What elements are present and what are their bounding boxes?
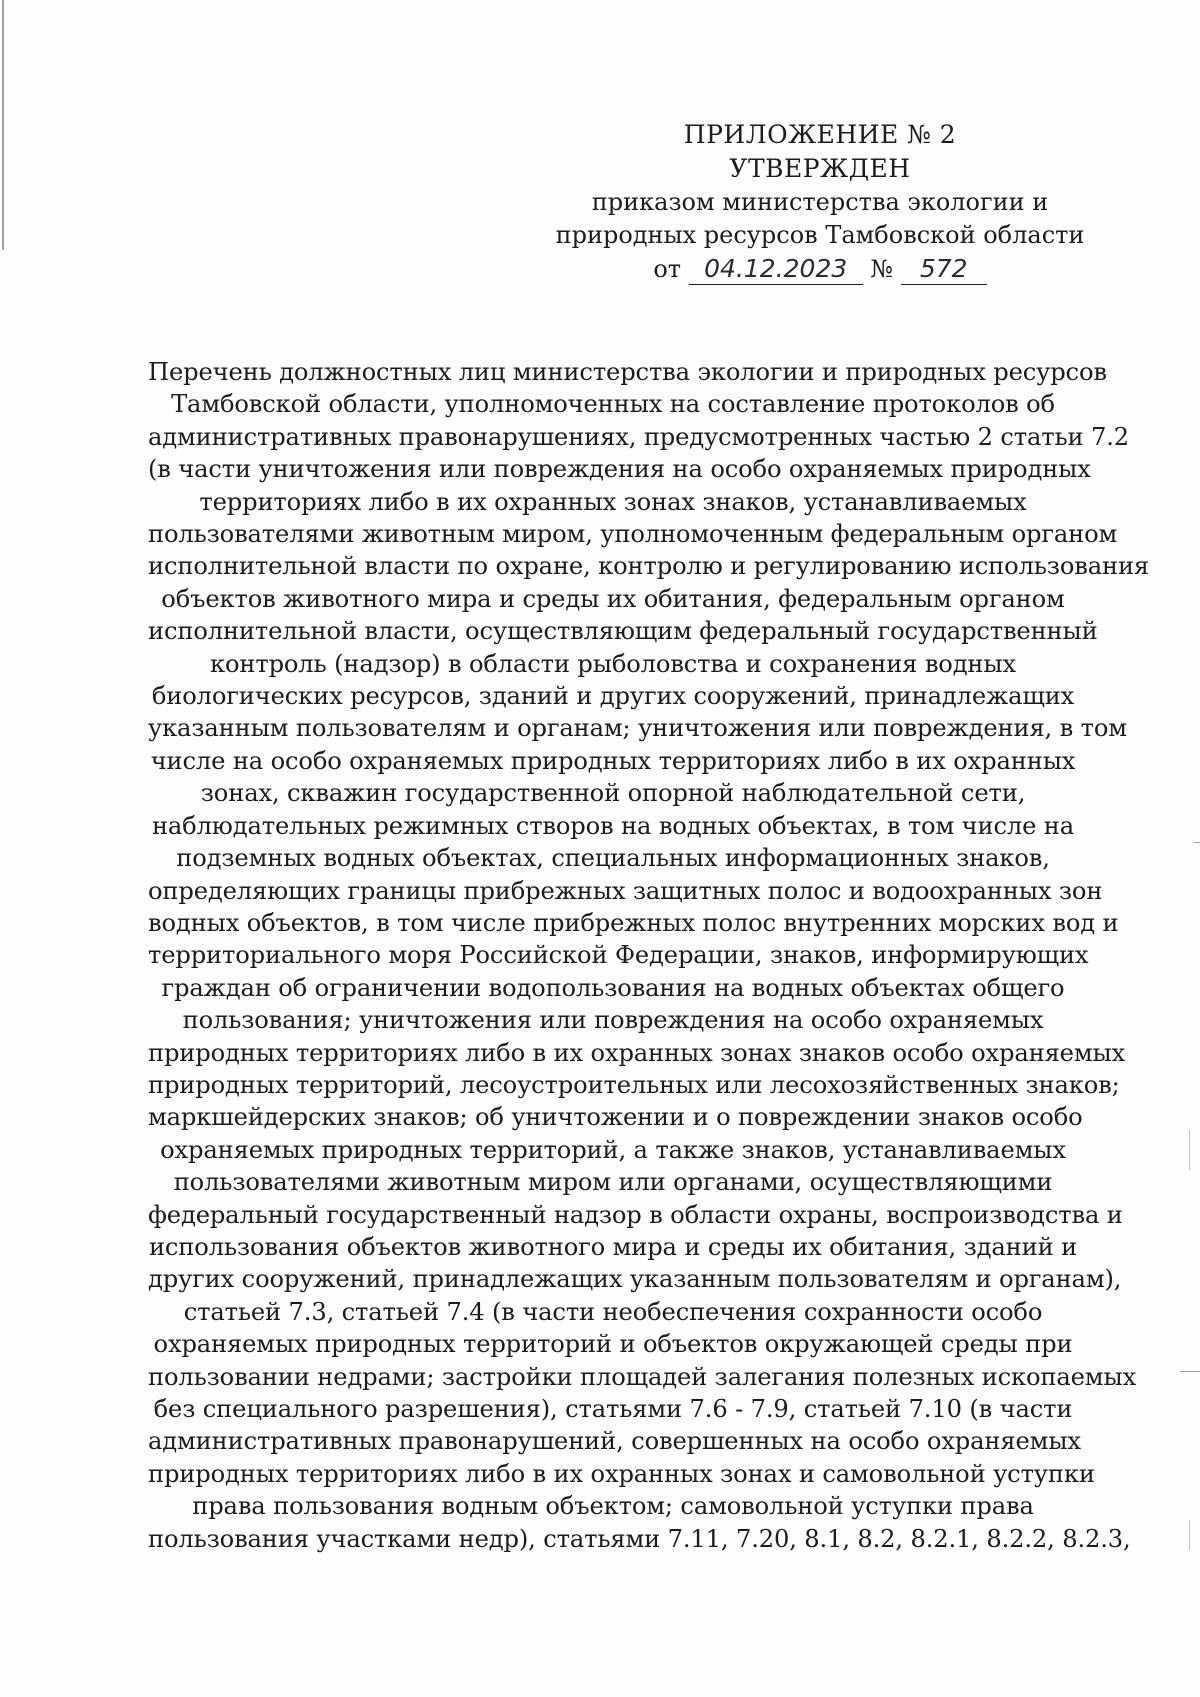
title-line: территориях либо в их охранных зонах знаков, устанавливаемых — [199, 487, 1027, 516]
title-line: Перечень должностных лиц министерства экологии и природных ресурсов — [148, 358, 1107, 386]
title-line: числе на особо охраняемых природных территориях либо в их охранных — [150, 746, 1076, 775]
title-line: природных территориях либо в их охранных зонах и самовольной уступки — [148, 1459, 1095, 1488]
approved-label: УТВЕРЖДЕН — [729, 154, 911, 183]
title-line: без специального разрешения), статьями 7.6 - 7.9, статьей 7.10 (в части — [153, 1395, 1073, 1423]
title-line: контроль (надзор) в области рыболовства и сохранения водных — [209, 649, 1016, 678]
title-line: зонах, скважин государственной опорной наблюдательной сети, — [200, 779, 1026, 808]
title-line: природных территорий, лесоустроительных или лесохозяйственных знаков; — [148, 1070, 1120, 1099]
title-line: водных объектов, в том числе прибрежных полос внутренних морских вод и — [148, 908, 1119, 937]
title-line: подземных водных объектах, специальных информационных знаков, — [176, 844, 1050, 873]
title-line: использования объектов животного мира и среды их обитания, зданий и — [148, 1232, 1078, 1261]
title-line: объектов животного мира и среды их обитания, федеральным органом — [161, 584, 1065, 613]
title-line: территориального моря Российской Федерации, знаков, информирующих — [148, 941, 1089, 970]
scan-margin-mark — [1189, 1520, 1190, 1550]
title-line: определяющих границы прибрежных защитных полос и водоохранных зон — [148, 876, 1103, 905]
scan-margin-tick — [1180, 1371, 1200, 1372]
title-line: административных правонарушений, совершенных на особо охраняемых — [148, 1427, 1081, 1456]
title-line: исполнительной власти, осуществляющим федеральный государственный — [148, 617, 1098, 646]
title-line: природных территориях либо в их охранных зонах знаков особо охраняемых — [148, 1038, 1126, 1067]
approval-header — [540, 118, 1100, 286]
scan-edge-artifact — [2, 0, 4, 250]
title-line: статьей 7.3, статьей 7.4 (в части необеспечения сохранности особо — [183, 1297, 1043, 1326]
order-date-number-line — [653, 253, 986, 286]
title-line: биологических ресурсов, зданий и других сооружений, принадлежащих — [151, 682, 1075, 711]
document-title — [148, 356, 1150, 1555]
title-line: охраняемых природных территорий, а также знаков, устанавливаемых — [160, 1135, 1066, 1164]
title-line: права пользования водным объектом; самовольной уступки права — [192, 1492, 1034, 1521]
title-line: пользования; уничтожения или повреждения на особо охраняемых — [182, 1006, 1044, 1035]
title-line: федеральный государственный надзор в области охраны, воспроизводства и — [148, 1200, 1123, 1229]
title-line: граждан об ограничении водопользования на водных объектах общего — [161, 973, 1065, 1002]
title-line: маркшейдерских знаков; об уничтожении и о повреждении знаков особо — [148, 1103, 1083, 1132]
title-line: охраняемых природных территорий и объектов окружающей среды при — [153, 1330, 1073, 1359]
number-sign: № — [870, 255, 894, 283]
scan-margin-mark — [1189, 1130, 1190, 1170]
title-line: административных правонарушениях, предусмотренных частью 2 статьи 7.2 — [148, 422, 1130, 451]
title-line: пользовании недрами; застройки площадей залегания полезных ископаемых — [148, 1362, 1137, 1391]
title-line: пользователями животным миром, уполномоченным федеральным органом — [148, 520, 1118, 549]
title-line: исполнительной власти по охране, контролю и регулированию использования — [148, 552, 1150, 581]
scan-margin-tick — [1194, 842, 1200, 843]
handwritten-date: 04.12.2023 — [689, 254, 863, 285]
handwritten-number: 572 — [901, 254, 987, 285]
title-line: (в части уничтожения или повреждения на особо охраняемых природных — [148, 455, 1091, 484]
title-line: пользования участками недр), статьями 7.11, 7.20, 8.1, 8.2, 8.2.1, 8.2.2, 8.2.3, — [148, 1524, 1131, 1553]
title-line: указанным пользователям и органам; уничтожения или повреждения, в том — [148, 714, 1127, 743]
title-line: Тамбовской области, уполномоченных на составление протоколов об — [171, 390, 1055, 419]
title-line: других сооружений, принадлежащих указанным пользователям и органам), — [148, 1265, 1122, 1294]
title-line: наблюдательных режимных створов на водных объектах, в том числе на — [151, 811, 1075, 840]
order-line-1: приказом министерства экологии и — [591, 188, 1049, 216]
order-line-2: природных ресурсов Тамбовской области — [555, 221, 1085, 249]
annex-title: ПРИЛОЖЕНИЕ № 2 — [683, 120, 957, 149]
date-prefix: от — [653, 255, 682, 283]
title-line: пользователями животным миром или органами, осуществляющими — [173, 1168, 1053, 1197]
